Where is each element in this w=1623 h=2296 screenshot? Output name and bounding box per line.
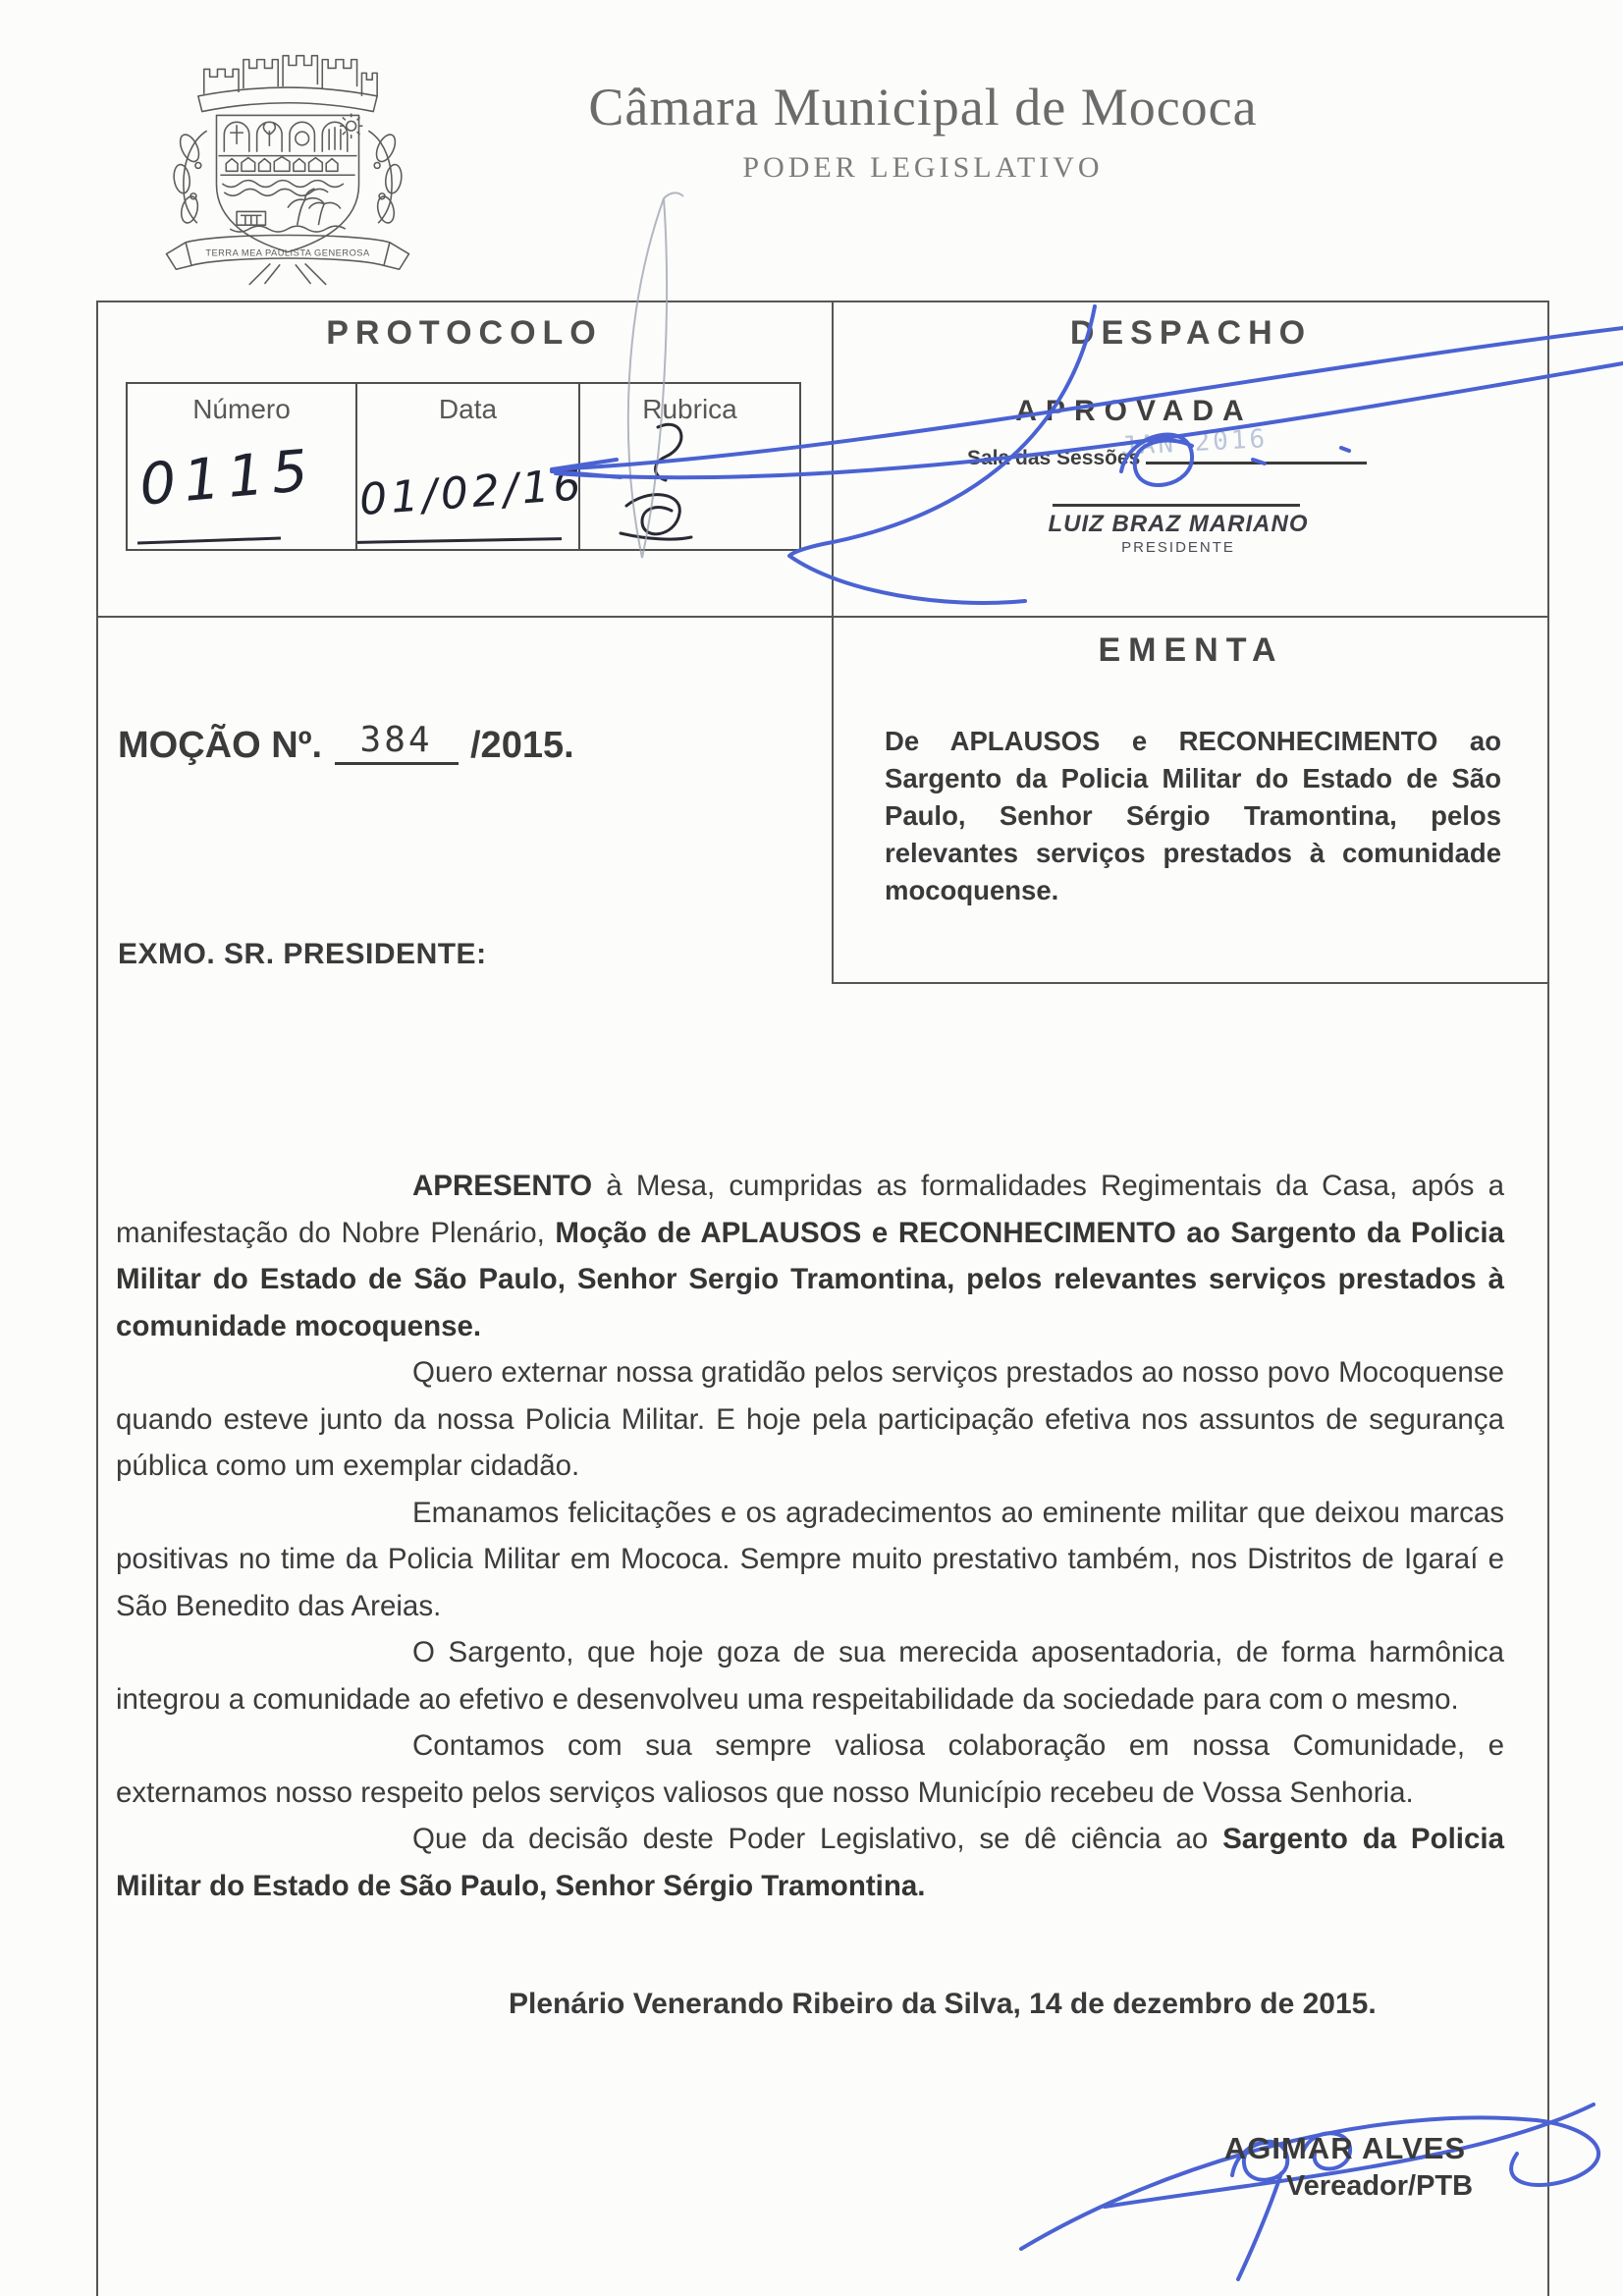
paragraph: Quero externar nossa gratidão pelos serviços prestados ao nosso povo Mocoquense quando esteve junto da nossa Policia Militar. E hoje pela participação efetiva nos assuntos de segurança pública como um exemplar cidadão. (116, 1356, 1504, 1482)
salutation-line: EXMO. SR. PRESIDENTE: (118, 938, 487, 970)
mocao-number-value: 384 (335, 720, 459, 765)
protocolo-data-handwritten: 01/02/16 (357, 460, 587, 525)
frame-top-rule (96, 301, 1549, 302)
date-stamp-faint: JAN 2016 (1120, 424, 1269, 462)
despacho-status-stamp: APROVADA (1015, 395, 1253, 427)
president-role-stamp: PRESIDENTE (1121, 539, 1235, 556)
ementa-text: De APLAUSOS e RECONHECIMENTO ao Sargento da Policia Militar do Estado de São Paulo, Senhor Sérgio Tramontina, pelos relevantes serviços prestados à comunidade mocoquense. (885, 726, 1501, 905)
protocolo-col-numero: Número (128, 384, 357, 549)
signer-role: Vereador/PTB (1285, 2170, 1474, 2202)
place-date-line: Plenário Venerando Ribeiro da Silva, 14 de dezembro de 2015. (509, 1988, 1377, 2020)
protocolo-title: PROTOCOLO (326, 314, 603, 352)
pencil-loop-mark (573, 191, 703, 566)
paragraph: APRESENTO à Mesa, cumpridas as formalidades Regimentais da Casa, após a manifestação do Nobre Plenário, Moção de APLAUSOS e RECONHECIMENTO ao Sargento da Policia Militar do Estado de São Paulo, Senhor Sergio Tramontina, pelos relevantes serviços prestados à comunidade mocoquense. (116, 1170, 1504, 1342)
municipal-crest (143, 33, 432, 291)
president-name-stamp: LUIZ BRAZ MARIANO (1048, 511, 1309, 537)
header (530, 77, 1316, 185)
page-title: Câmara Municipal de Mococa (588, 78, 1258, 137)
frame-right-rule (1547, 301, 1549, 2296)
protocolo-numero-handwritten: 0115 (136, 436, 319, 519)
ementa-title: EMENTA (1098, 631, 1284, 669)
president-signature-rule (1053, 504, 1300, 507)
frame-left-rule (96, 301, 98, 2296)
paragraph: O Sargento, que hoje goza de sua merecida aposentadoria, de forma harmônica integrou a comunidade ao efetivo e desenvolveu uma respeitabilidade da sociedade para com o mesmo. (116, 1636, 1504, 1716)
signer-name: AGIMAR ALVES (1223, 2131, 1467, 2165)
frame-row-rule (96, 616, 1549, 618)
mocao-label: MOÇÃO Nº. (118, 725, 323, 766)
mocao-year-suffix: /2015. (470, 725, 574, 766)
paragraph: Que da decisão deste Poder Legislativo, se dê ciência ao Sargento da Policia Militar do Estado de São Paulo, Senhor Sérgio Tramontina. (116, 1823, 1504, 1902)
paragraph: Contamos com sua sempre valiosa colaboração em nossa Comunidade, e externamos nosso respeito pelos serviços valiosos que nosso Município recebeu de Vossa Senhoria. (116, 1729, 1504, 1809)
ementa-bottom-rule (832, 982, 1549, 984)
mocao-number-line (118, 720, 574, 771)
body-paragraphs (116, 1163, 1504, 1909)
despacho-title: DESPACHO (1069, 314, 1313, 352)
sala-das-sessoes-label: Sala das Sessões (967, 447, 1141, 469)
crest-motto: TERRA MEA PAULISTA GENEROSA (205, 247, 370, 258)
paragraph: Emanamos felicitações e os agradecimentos ao eminente militar que deixou marcas positivas no time da Policia Militar em Mococa. Sempre muito prestativo também, nos Distritos de Igaraí e São Benedito das Areias. (116, 1496, 1504, 1622)
page-subtitle: PODER LEGISLATIVO (742, 151, 1104, 184)
protocolo-col-rubrica: Rubrica (642, 394, 737, 424)
protocolo-col-data: Data (357, 384, 580, 549)
